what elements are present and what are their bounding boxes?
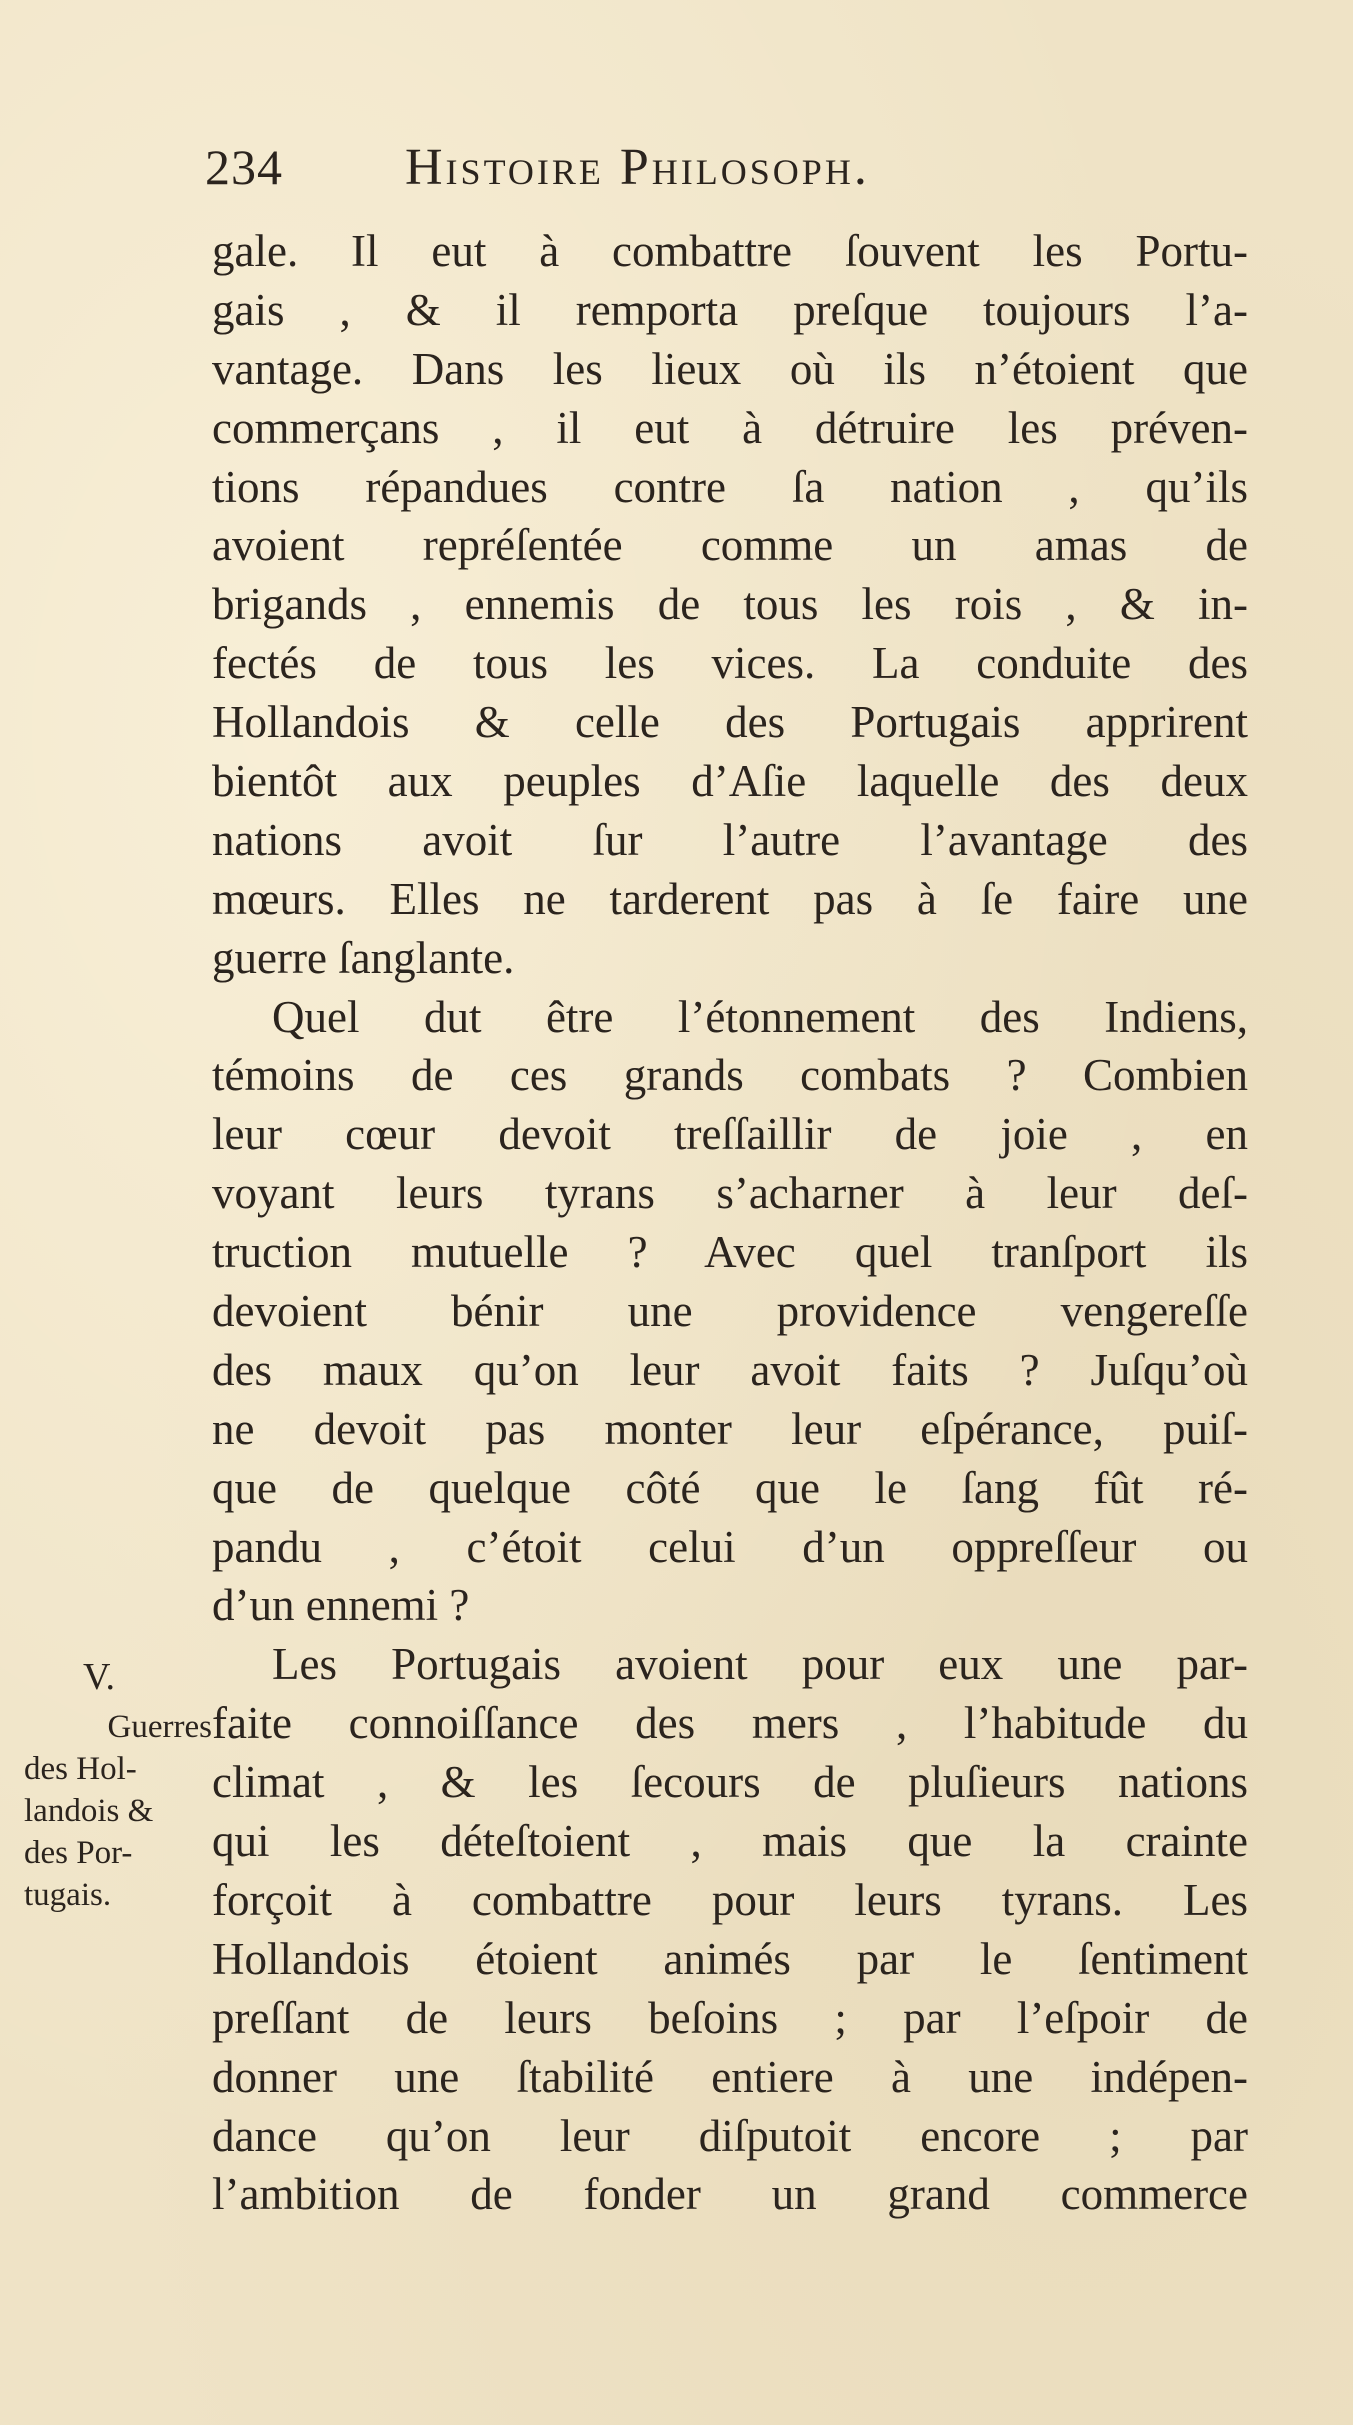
body-text — [212, 222, 1248, 2224]
text-line: des maux qu’on leur avoit faits ? Juſqu’où — [212, 1344, 1248, 1395]
marginal-note-line: des Por- — [24, 1835, 133, 1871]
text-line: gale. Il eut à combattre ſouvent les Portu- — [212, 226, 1248, 276]
text-line: donner une ſtabilité entiere à une indépen- — [212, 2051, 1248, 2102]
text-line: que de quelque côté que le ſang fût ré- — [212, 1462, 1248, 1513]
text-line: vantage. Dans les lieux où ils n’étoient que — [212, 343, 1248, 394]
running-head — [205, 138, 870, 208]
text-line: témoins de ces grands combats ? Combien — [212, 1050, 1248, 1101]
paragraph-start-line: Quel dut être l’étonnement des Indiens, — [272, 991, 1248, 1042]
marginal-note — [24, 1648, 214, 1916]
text-line: leur cœur devoit treſſaillir de joie , en — [212, 1109, 1248, 1160]
text-line: avoient repréſentée comme un amas de — [212, 520, 1248, 571]
text-line: climat , & les ſecours de pluſieurs nations — [212, 1757, 1248, 1808]
text-line: tions répandues contre ſa nation , qu’ils — [212, 461, 1248, 512]
text-line: preſſant de leurs beſoins ; par l’eſpoir de — [212, 1992, 1248, 2043]
text-line: truction mutuelle ? Avec quel tranſport ils — [212, 1227, 1248, 1278]
page-number: 234 — [205, 139, 283, 195]
text-line: commerçans , il eut à détruire les préven- — [212, 402, 1248, 453]
section-number: V. — [82, 1656, 116, 1698]
text-line: faite connoiſſance des mers , l’habitude du — [212, 1698, 1248, 1749]
text-line: dance qu’on leur diſputoit encore ; par — [212, 2110, 1248, 2161]
text-line: Hollandois & celle des Portugais apprirent — [212, 697, 1248, 748]
text-line: Hollandois étoient animés par le ſentiment — [212, 1933, 1248, 1984]
text-line: ne devoit pas monter leur eſpérance, puiſ- — [212, 1403, 1248, 1454]
text-line: bientôt aux peuples d’Aſie laquelle des deux — [212, 756, 1248, 807]
text-line: fectés de tous les vices. La conduite des — [212, 638, 1248, 689]
text-line: l’ambition de fonder un grand commerce — [212, 2169, 1248, 2220]
paragraph-start-line: Les Portugais avoient pour eux une par- — [272, 1639, 1248, 1690]
text-line: devoient bénir une providence vengereſſe — [212, 1286, 1248, 1337]
paragraph-end-line: guerre ſanglante. — [212, 932, 515, 983]
paragraph-end-line: d’un ennemi ? — [212, 1580, 470, 1631]
text-line: gais , & il remporta preſque toujours l’a- — [212, 284, 1248, 335]
text-line: qui les déteſtoient , mais que la crainte — [212, 1816, 1248, 1867]
marginal-note-line: des Hol- — [24, 1751, 137, 1787]
text-line: nations avoit ſur l’autre l’avantage des — [212, 814, 1248, 865]
running-title: Histoire Philosoph. — [405, 139, 870, 196]
marginal-note-line: tugais. — [24, 1877, 112, 1913]
text-line: pandu , c’étoit celui d’un oppreſſeur ou — [212, 1521, 1248, 1572]
marginal-note-line: landois & — [24, 1793, 154, 1829]
text-line: brigands , ennemis de tous les rois , & in- — [212, 579, 1248, 630]
marginal-note-line: Guerres — [107, 1709, 212, 1745]
text-line: forçoit à combattre pour leurs tyrans. Les — [212, 1874, 1248, 1925]
text-line: mœurs. Elles ne tarderent pas à ſe faire une — [212, 873, 1248, 924]
text-line: voyant leurs tyrans s’acharner à leur deſ- — [212, 1168, 1248, 1219]
